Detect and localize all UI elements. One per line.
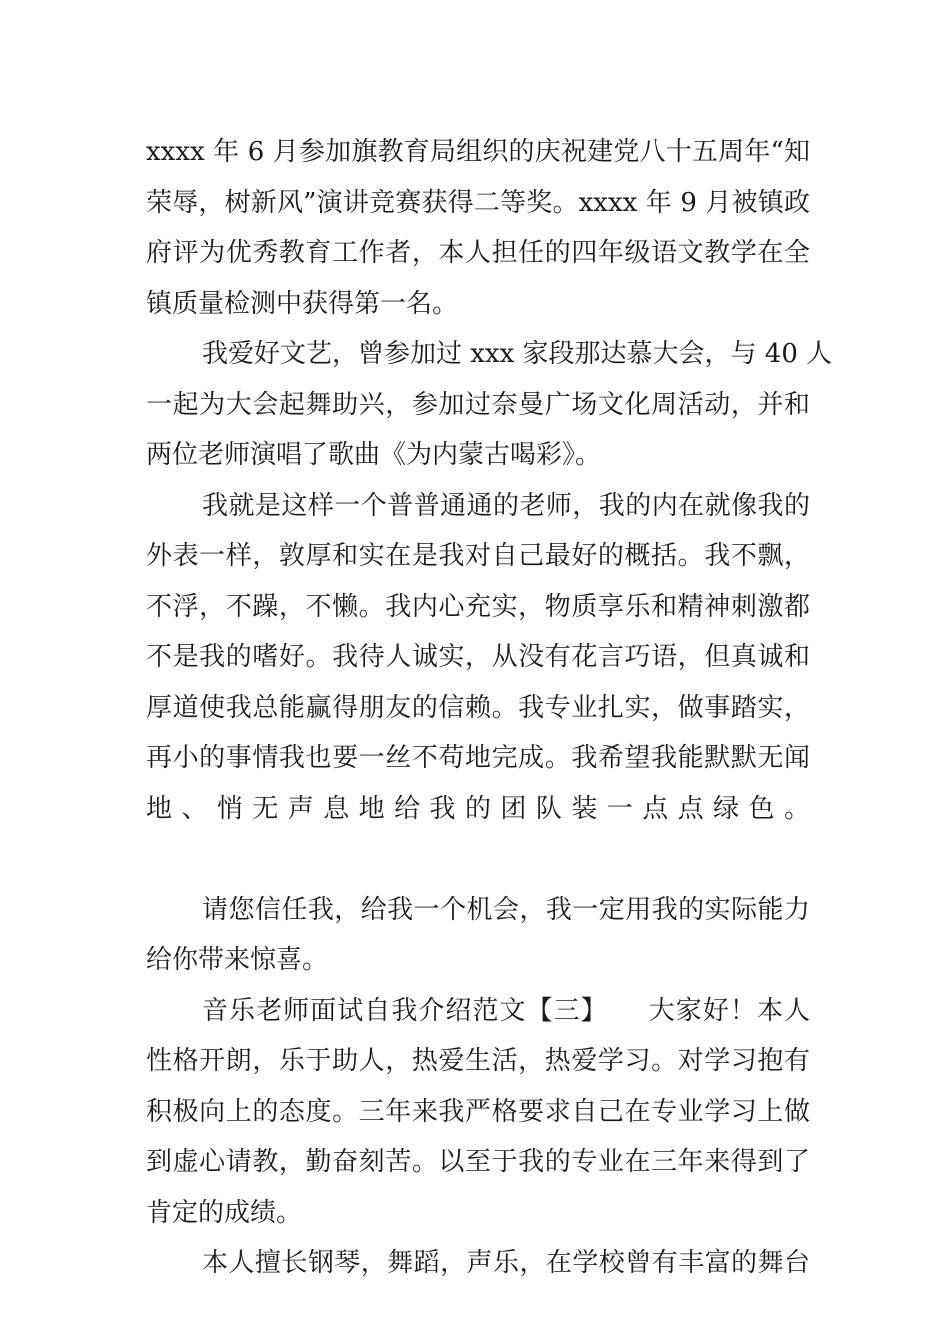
text-line: 荣辱，树新风”演讲竞赛获得二等奖。xxxx 年 9 月被镇政 — [146, 187, 810, 218]
text-line: 两位老师演唱了歌曲《为内蒙古喝彩》。 — [146, 440, 602, 470]
text-line: 不浮，不躁，不懒。我内心充实，物质享乐和精神刺激都 — [146, 591, 810, 622]
paragraph — [146, 1238, 810, 1289]
text-line: xxxx 年 6 月参加旗教育局组织的庆祝建党八十五周年“知 — [146, 137, 810, 167]
text-line: 外表一样，敦厚和实在是我对自己最好的概括。我不飘， — [146, 541, 810, 571]
text-line: 性格开朗，乐于助人，热爱生活，热爱学习。对学习抱有 — [146, 1046, 810, 1076]
text-line: 本人擅长钢琴，舞蹈，声乐，在学校曾有丰富的舞台 — [202, 1248, 810, 1278]
text-line: 厚道使我总能赢得朋友的信赖。我专业扎实，做事踏实， — [146, 692, 810, 723]
text-line: 一起为大会起舞助兴，参加过奈曼广场文化周活动，并和 — [146, 389, 810, 420]
paragraph — [146, 127, 810, 329]
text-line — [146, 834, 810, 885]
paragraph — [146, 329, 833, 481]
text-line: 府评为优秀教育工作者，本人担任的四年级语文教学在全 — [146, 238, 810, 268]
text-line: 镇质量检测中获得第一名。 — [146, 288, 459, 319]
text-line: 请您信任我，给我一个机会，我一定用我的实际能力 — [202, 894, 810, 925]
text-line: 我爱好文艺，曾参加过 xxx 家段那达慕大会，与 40 人 — [202, 339, 833, 369]
text-line: 给你带来惊喜。 — [146, 945, 329, 975]
paragraph — [146, 986, 810, 1239]
text-line: 不是我的嗜好。我待人诚实，从没有花言巧语，但真诚和 — [146, 642, 810, 672]
text-line: 地、悄无声息地给我的团队装一点点绿色。 — [146, 793, 810, 824]
text-line: 肯定的成绩。 — [146, 1197, 303, 1228]
text-line: 音乐老师面试自我介绍范文【三】 大家好！本人 — [202, 995, 810, 1026]
text-line: 我就是这样一个普普通通的老师，我的内在就像我的 — [202, 490, 810, 521]
paragraph — [146, 885, 810, 986]
paragraph — [146, 481, 810, 885]
text-line: 到虚心请教，勤奋刻苦。以至于我的专业在三年来得到了 — [146, 1147, 810, 1177]
document-body — [146, 127, 833, 1289]
text-line: 积极向上的态度。三年来我严格要求自己在专业学习上做 — [146, 1096, 810, 1127]
text-line: 再小的事情我也要一丝不苟地完成。我希望我能默默无闻 — [146, 743, 810, 773]
